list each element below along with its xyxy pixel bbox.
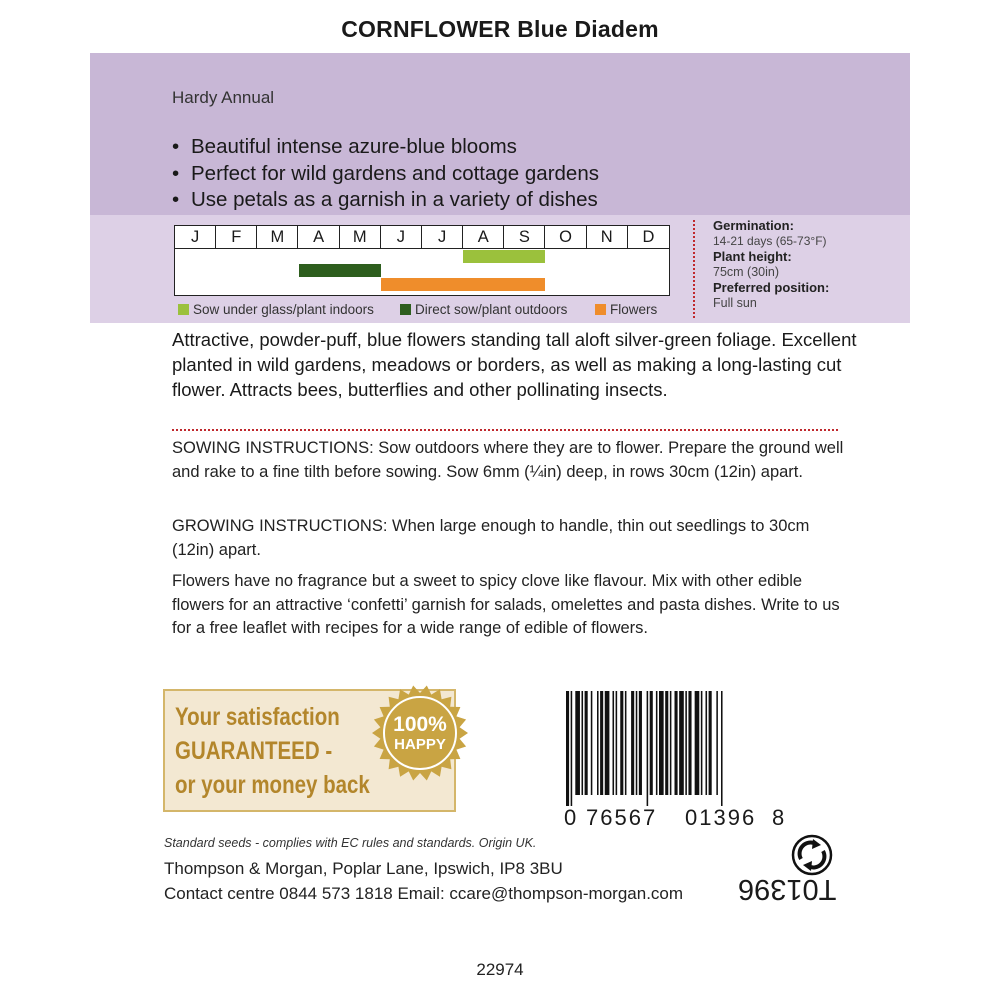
barcode-bar — [566, 691, 569, 806]
seal-percent: 100% — [393, 713, 447, 736]
barcode-bar — [679, 691, 684, 795]
guarantee-line-2: GUARANTEED - — [175, 737, 333, 765]
company-address — [164, 856, 683, 906]
calendar-month: D — [628, 226, 670, 248]
legend-sow-indoors — [178, 302, 374, 317]
barcode-bar — [659, 691, 664, 795]
legend-swatch — [400, 304, 411, 315]
growing-instructions — [172, 515, 852, 562]
legend-label: Flowers — [610, 302, 658, 317]
plant-type: Hardy Annual — [172, 88, 275, 107]
calendar-bar-sow-indoors — [463, 250, 545, 263]
horizontal-dotted-divider — [172, 429, 838, 431]
barcode-bar — [688, 691, 691, 795]
barcode-bar — [582, 691, 584, 795]
barcode-graphic — [562, 691, 786, 806]
barcode-bar — [600, 691, 603, 795]
plant-info — [713, 218, 829, 311]
calendar-month: M — [257, 226, 298, 248]
sowing-calendar — [174, 225, 670, 296]
height-value: 75cm (30in) — [713, 264, 779, 279]
barcode-bar — [685, 691, 687, 795]
page-title: CORNFLOWER Blue Diadem — [341, 16, 659, 42]
barcode-bar — [636, 691, 638, 795]
calendar-month: O — [546, 226, 587, 248]
calendar-month: N — [587, 226, 628, 248]
legend-sow-outdoors — [400, 302, 567, 317]
product-code: T01396 — [738, 873, 837, 905]
calendar-divider — [175, 248, 669, 249]
barcode-bar — [616, 691, 618, 795]
address-line-2: Contact centre 0844 573 1818 Email: ccare@thompson-morgan.com — [164, 884, 684, 903]
calendar-bar-sow-outdoors — [299, 264, 381, 277]
seal-badge-icon — [370, 683, 470, 783]
barcode-bar — [625, 691, 627, 795]
calendar-month: J — [175, 226, 216, 248]
sowing-heading: SOWING INSTRUCTIONS: — [172, 439, 374, 457]
germination-value: 14-21 days (65-73°F) — [713, 233, 827, 248]
growing-text: When large enough to handle, thin out seedlings to 30cm (12in) apart. — [172, 517, 810, 559]
legend-swatch — [178, 304, 189, 315]
barcode-bar — [620, 691, 623, 795]
barcode-lead-digit: 0 — [564, 805, 577, 830]
flavour-note: Flowers have no fragrance but a sweet to spicy clove like flavour. Mix with other edible flowers for an attractive ‘confetti’ garnish for salads, omelettes and pasta dishes. Write to us for a free leaflet with recipes for a wide range of edible of flowers. — [172, 572, 840, 637]
feature-item: • Use petals as a garnish in a variety of dishes — [172, 187, 599, 214]
barcode-bar — [597, 691, 599, 795]
barcode-bar — [571, 691, 573, 806]
barcode-bar — [721, 691, 723, 806]
barcode-bar — [709, 691, 712, 795]
barcode-bar — [701, 691, 703, 795]
legend-label: Sow under glass/plant indoors — [193, 302, 374, 317]
barcode-bar — [670, 691, 672, 795]
barcode-bar — [631, 691, 634, 795]
barcode-bar — [695, 691, 700, 795]
vertical-dotted-divider — [693, 220, 695, 318]
barcode-bar — [665, 691, 668, 795]
description: Attractive, powder-puff, blue flowers standing tall aloft silver-green foliage. Excellent planted in wild gardens, meadows or borders, as well as making a long-lasting cut flower. Attracts bees, butterflies and other pollinating insects. — [172, 329, 857, 400]
barcode-bar — [575, 691, 580, 795]
calendar-month: J — [422, 226, 463, 248]
barcode-bar — [650, 691, 653, 795]
barcode-bar — [647, 691, 649, 806]
calendar-bar-flowers — [381, 278, 546, 291]
footer-number: 22974 — [476, 960, 524, 979]
calendar-month: A — [463, 226, 504, 248]
barcode-bar — [675, 691, 678, 795]
barcode-bar — [706, 691, 708, 795]
germination-label: Germination: — [713, 218, 794, 233]
seal-happy: HAPPY — [394, 736, 446, 753]
legend-swatch — [595, 304, 606, 315]
sowing-text: Sow outdoors where they are to flower. Prepare the ground well and rake to a fine tilth before sowing. Sow 6mm (¼in) deep, in rows 30cm (12in) apart. — [172, 439, 844, 481]
position-value: Full sun — [713, 295, 757, 310]
legend-flowers — [595, 302, 657, 317]
barcode-right-digits: 01396 — [685, 805, 757, 830]
standards-note: Standard seeds - complies with EC rules and standards. Origin UK. — [164, 836, 537, 850]
barcode-bar — [585, 691, 588, 795]
guarantee-line-3: or your money back — [175, 771, 370, 799]
barcode-trail-digit: 8 — [772, 805, 785, 830]
barcode-bar — [613, 691, 615, 795]
feature-item: • Perfect for wild gardens and cottage gardens — [172, 161, 599, 188]
barcode-bar — [656, 691, 658, 795]
calendar-month: S — [504, 226, 545, 248]
height-label: Plant height: — [713, 249, 792, 264]
barcode-bar — [639, 691, 642, 795]
barcode-bar — [605, 691, 610, 795]
growing-heading: GROWING INSTRUCTIONS: — [172, 517, 388, 535]
barcode-bar — [591, 691, 593, 795]
guarantee-line-1: Your satisfaction — [175, 703, 340, 731]
feature-item: • Beautiful intense azure-blue blooms — [172, 134, 599, 161]
barcode-bar — [716, 691, 718, 795]
calendar-month: M — [340, 226, 381, 248]
feature-list — [172, 134, 599, 214]
calendar-month: A — [299, 226, 340, 248]
recycle-icon — [791, 834, 833, 876]
calendar-month: F — [216, 226, 257, 248]
legend-label: Direct sow/plant outdoors — [415, 302, 568, 317]
position-label: Preferred position: — [713, 280, 830, 295]
calendar-month: J — [381, 226, 422, 248]
address-line-1: Thompson & Morgan, Poplar Lane, Ipswich, IP8 3BU — [164, 859, 563, 878]
sowing-instructions — [172, 437, 852, 484]
barcode-left-digits: 76567 — [586, 805, 658, 830]
